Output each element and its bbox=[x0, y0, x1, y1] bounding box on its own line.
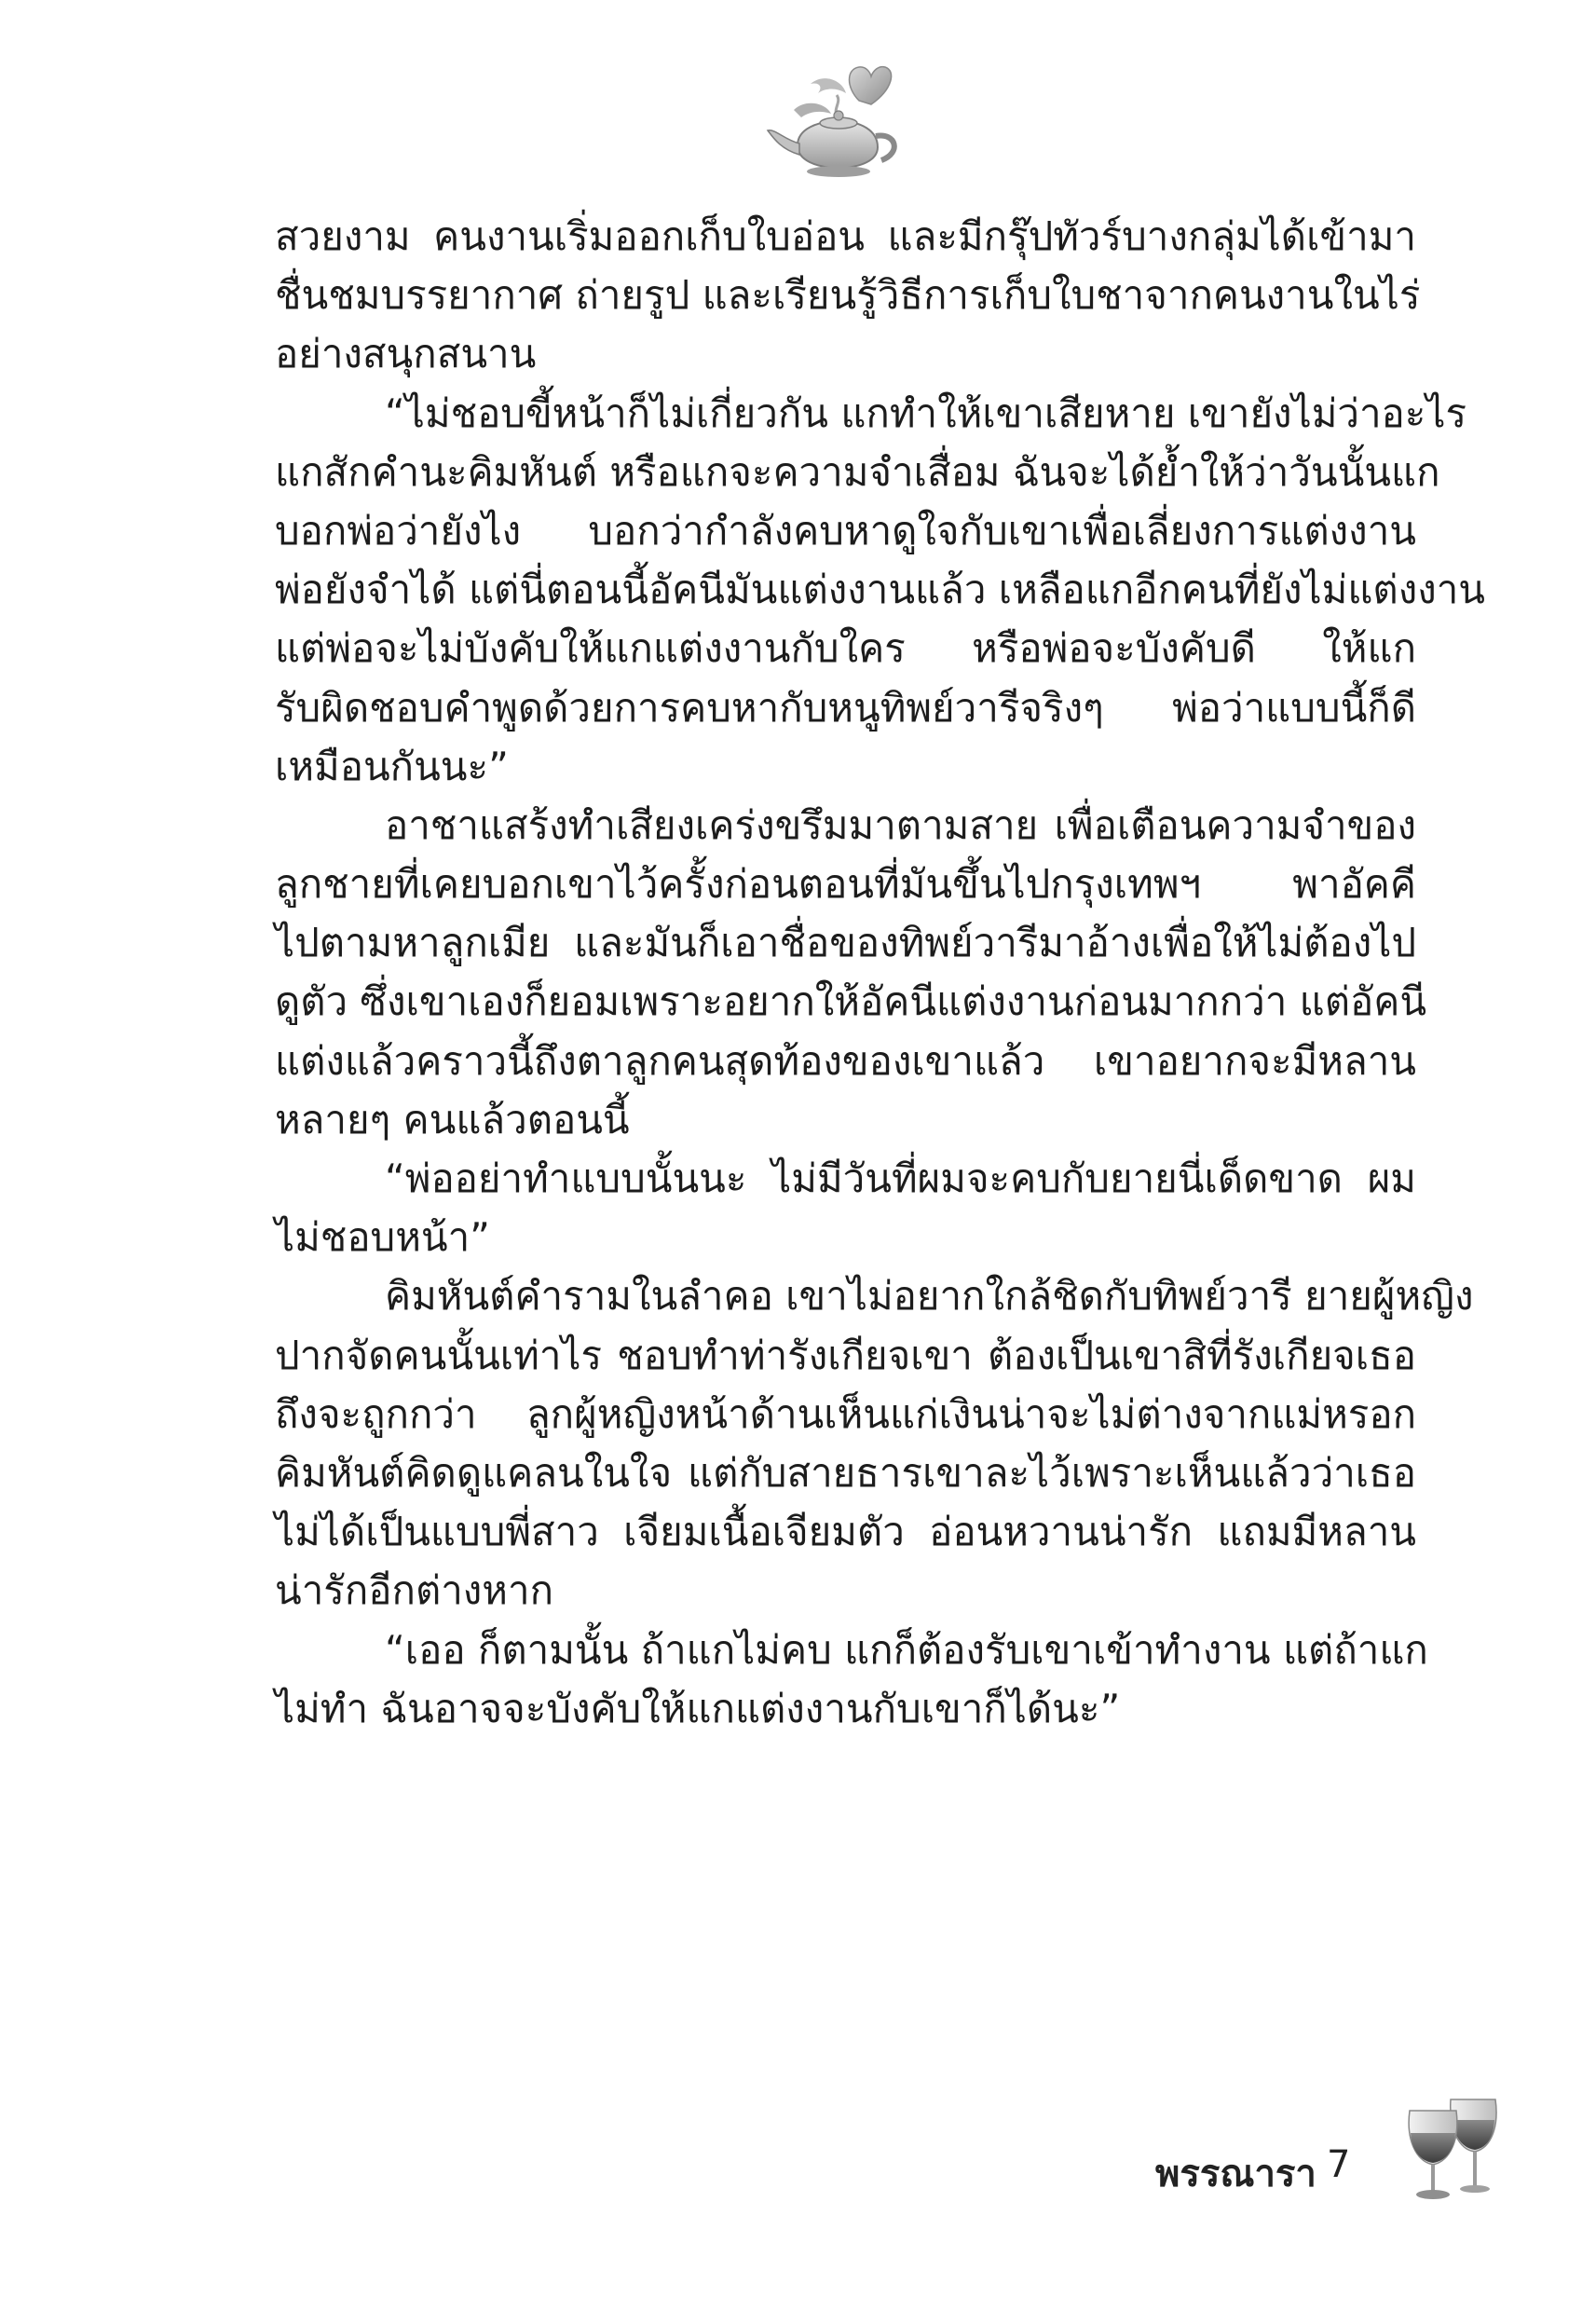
wine-glasses-icon bbox=[1402, 2092, 1505, 2204]
text-line: ปากจัดคนนั้นเท่าไร ชอบทำท่ารังเกียจเขา ต้องเป็นเขาสิที่รังเกียจเธอ bbox=[275, 1332, 1416, 1378]
text-line: น่ารักอีกต่างหาก bbox=[275, 1567, 554, 1614]
text-line: ลูกชายที่เคยบอกเขาไว้ครั้งก่อนตอนที่มันขึ้นไปกรุงเทพฯ พาอัคคี bbox=[275, 861, 1416, 908]
text-line: “เออ ก็ตามนั้น ถ้าแกไม่คบ แกก็ต้องรับเขาเข้าทำงาน แต่ถ้าแก bbox=[385, 1626, 1428, 1673]
text-line: บอกพ่อว่ายังไง บอกว่ากำลังคบหาดูใจกับเขาเพื่อเลี่ยงการแต่งงาน bbox=[275, 507, 1416, 554]
text-line: ไม่ทำ ฉันอาจจะบังคับให้แกแต่งงานกับเขาก็ได้นะ” bbox=[275, 1685, 1121, 1731]
text-line: ไม่ชอบหน้า” bbox=[275, 1214, 490, 1261]
text-line: ไม่ได้เป็นแบบพี่สาว เจียมเนื้อเจียมตัว อ่อนหวานน่ารัก แถมมีหลาน bbox=[275, 1509, 1416, 1555]
paragraph bbox=[275, 207, 1421, 384]
body-text bbox=[275, 207, 1486, 1738]
paragraph bbox=[275, 1149, 1416, 1266]
text-line: ไปตามหาลูกเมีย และมันก็เอาชื่อของทิพย์วารีมาอ้างเพื่อให้ไม่ต้องไป bbox=[275, 920, 1416, 966]
paragraph bbox=[275, 1620, 1428, 1738]
text-line: สวยงาม คนงานเริ่มออกเก็บใบอ่อน และมีกรุ๊ปทัวร์บางกลุ่มได้เข้ามา bbox=[275, 213, 1416, 259]
text-line: พ่อยังจำได้ แต่นี่ตอนนี้อัคนีมันแต่งงานแล้ว เหลือแกอีกคนที่ยังไม่แต่งงาน bbox=[275, 567, 1486, 613]
text-line: รับผิดชอบคำพูดด้วยการคบหากับหนูทิพย์วารีจริงๆ พ่อว่าแบบนี้ก็ดี bbox=[275, 684, 1416, 731]
text-line: “พ่ออย่าทำแบบนั้นนะ ไม่มีวันที่ผมจะคบกับยายนี่เด็ดขาด ผม bbox=[385, 1156, 1416, 1201]
text-line: แต่งแล้วคราวนี้ถึงตาลูกคนสุดท้องของเขาแล้ว เขาอยากจะมีหลาน bbox=[275, 1037, 1416, 1084]
text-line: แต่พ่อจะไม่บังคับให้แกแต่งงานกับใคร หรือพ่อจะบังคับดี ให้แก bbox=[275, 625, 1416, 672]
text-line: เหมือนกันนะ” bbox=[275, 743, 509, 789]
teapot-ornament-icon bbox=[757, 56, 915, 186]
paragraph bbox=[275, 384, 1486, 796]
text-line: คิมหันต์คิดดูแคลนในใจ แต่กับสายธารเขาละไว้เพราะเห็นแล้วว่าเธอ bbox=[275, 1449, 1416, 1496]
text-line: ถึงจะถูกกว่า ลูกผู้หญิงหน้าด้านเห็นแก่เงินน่าจะไม่ต่างจากแม่หรอก bbox=[275, 1390, 1416, 1437]
text-line: แกสักคำนะคิมหันต์ หรือแกจะความจำเสื่อม ฉันจะได้ย้ำให้ว่าวันนั้นแก bbox=[275, 448, 1440, 495]
text-line: คิมหันต์คำรามในลำคอ เขาไม่อยากใกล้ชิดกับทิพย์วารี ยายผู้หญิง bbox=[385, 1273, 1474, 1320]
text-line: “ไม่ชอบขี้หน้าก็ไม่เกี่ยวกัน แกทำให้เขาเสียหาย เขายังไม่ว่าอะไร bbox=[385, 390, 1467, 436]
text-line: หลายๆ คนแล้วตอนนี้ bbox=[275, 1096, 630, 1142]
text-line: อย่างสนุกสนาน bbox=[275, 331, 537, 377]
page-number: 7 bbox=[1327, 2143, 1351, 2186]
text-line: อาชาแสร้งทำเสียงเคร่งขรึมมาตามสาย เพื่อเตือนความจำของ bbox=[385, 801, 1416, 848]
text-line: ดูตัว ซึ่งเขาเองก็ยอมเพราะอยากให้อัคนีแต่งงานก่อนมากกว่า แต่อัคนี bbox=[275, 978, 1427, 1025]
paragraph bbox=[275, 1266, 1474, 1620]
paragraph bbox=[275, 796, 1427, 1149]
book-title: พรรณารา bbox=[1155, 2153, 1316, 2195]
text-line: ชื่นชมบรรยากาศ ถ่ายรูป และเรียนรู้วิธีการเก็บใบชาจากคนงานในไร่ bbox=[275, 272, 1421, 319]
